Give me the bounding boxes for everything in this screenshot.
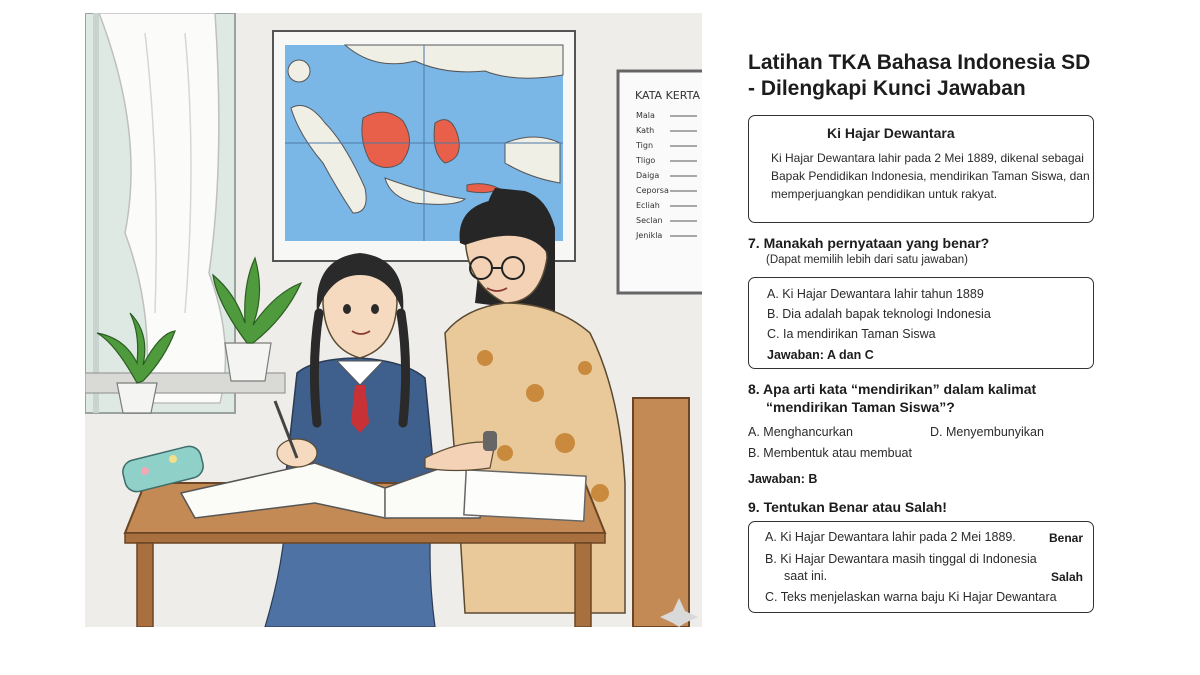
board-word: Ceporsa: [636, 186, 669, 195]
classroom-illustration: [85, 13, 702, 627]
page-title: Latihan TKA Bahasa Indonesia SD - Dilengkapi Kunci Jawaban: [748, 51, 1091, 100]
chair: [633, 398, 689, 627]
info-card-body: Ki Hajar Dewantara lahir pada 2 Mei 1889, dikenal sebagai Bapak Pendidikan Indonesia, mendirikan Taman Siswa, dan memperjuangkan pendidikan untuk rakyat.: [771, 151, 1090, 201]
q7-option-c[interactable]: C. Ia mendirikan Taman Siswa: [767, 327, 936, 341]
q9-verdict-a[interactable]: Benar: [1048, 531, 1083, 545]
board-word: Tign: [636, 141, 654, 150]
question-9-statements: [748, 521, 1094, 613]
question-8-line1: 8. Apa arti kata “mendirikan” dalam kalimat: [748, 381, 1037, 397]
question-8-line2: “mendirikan Taman Siswa”?: [766, 399, 955, 415]
notebook: [464, 470, 586, 521]
board-word: Ecliah: [636, 201, 660, 210]
q7-answer: Jawaban: A dan C: [767, 348, 874, 362]
question-9: 9. Tentukan Benar atau Salah!: [748, 499, 947, 515]
board-title: KATA KERTA: [635, 89, 700, 102]
illustration-teacher-student: [85, 13, 702, 627]
vocabulary-board: [618, 71, 702, 293]
student-hand: [277, 439, 317, 467]
q9-statement-b-cont: saat ini.: [784, 569, 828, 583]
q9-statement-b: B. Ki Hajar Dewantara masih tinggal di Indonesia: [765, 552, 1037, 566]
wrist-watch: [483, 431, 497, 451]
q9-statement-a: A. Ki Hajar Dewantara lahir pada 2 Mei 1889.: [765, 530, 1016, 544]
board-word: Seclan: [636, 216, 663, 225]
question-7-options: [748, 277, 1094, 369]
q7-option-a[interactable]: A. Ki Hajar Dewantara lahir tahun 1889: [767, 287, 984, 301]
question-7-hint: (Dapat memilih lebih dari satu jawaban): [766, 254, 968, 266]
q8-option-a[interactable]: A. Menghancurkan: [748, 425, 853, 439]
board-word: Jenikla: [636, 231, 663, 240]
board-word: Mala: [636, 111, 655, 120]
info-card: [748, 115, 1094, 223]
q7-option-b[interactable]: B. Dia adalah bapak teknologi Indonesia: [767, 307, 991, 321]
q8-option-d[interactable]: D. Menyembunyikan: [930, 425, 1044, 439]
question-7: 7. Manakah pernyataan yang benar?: [748, 235, 990, 251]
q9-statement-c: C. Teks menjelaskan warna baju Ki Hajar Dewantara: [765, 590, 1057, 604]
board-word: Kath: [636, 126, 655, 135]
info-card-title: Ki Hajar Dewantara: [827, 125, 955, 141]
board-word: Tligo: [636, 156, 656, 165]
q9-verdict-b[interactable]: Salah: [1050, 570, 1083, 584]
quiz-panel: [748, 0, 1100, 675]
q8-option-b[interactable]: B. Membentuk atau membuat: [748, 446, 912, 460]
board-word: Daiga: [636, 171, 660, 180]
q8-answer: Jawaban: B: [748, 472, 818, 486]
